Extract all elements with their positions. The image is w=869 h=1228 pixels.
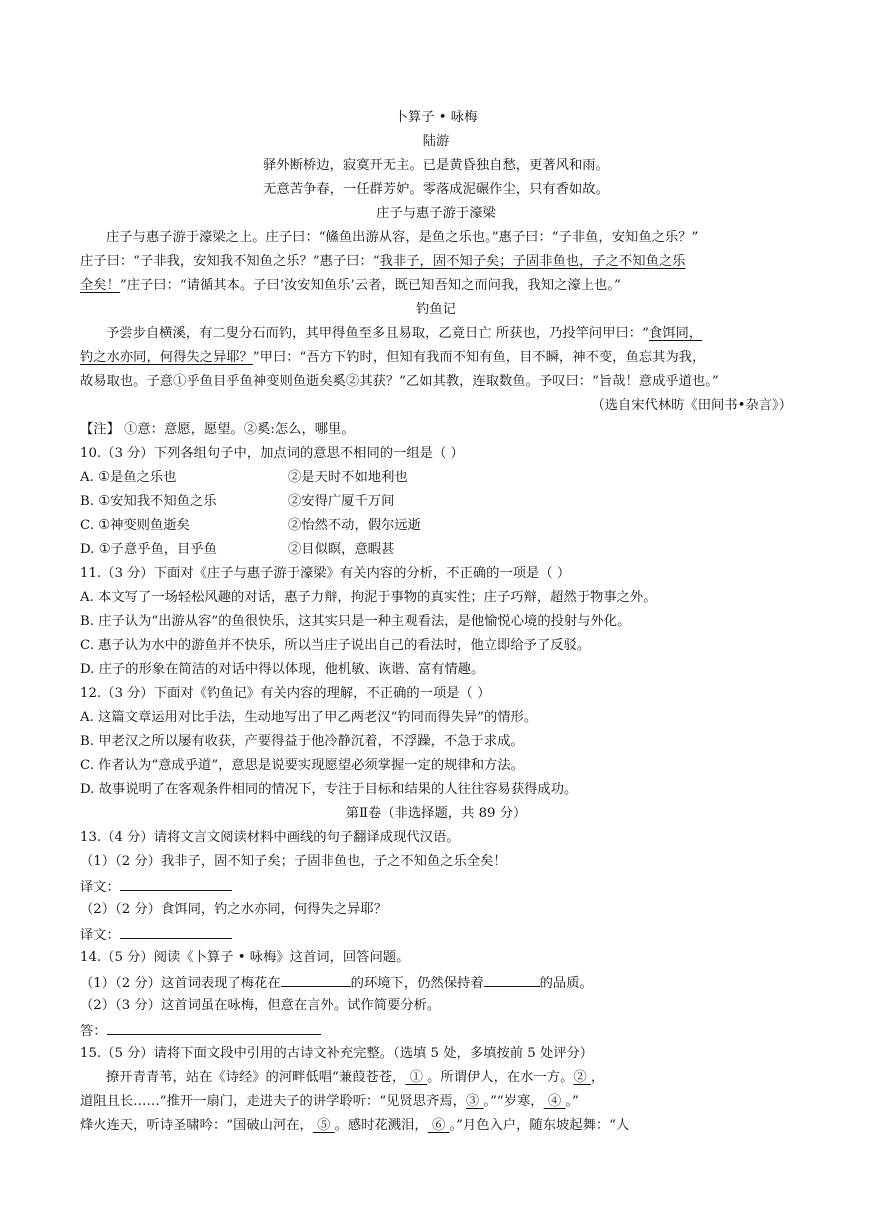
- answer-blank[interactable]: [120, 924, 232, 939]
- text: 的环境下，仍然保持着: [350, 976, 484, 991]
- zhuangzi-title: 庄子与惠子游于濠梁: [376, 206, 496, 221]
- q13-sub-1: （1）（2 分）我非子，固不知子矣；子固非鱼也，子之不知鱼之乐全矣！: [80, 854, 507, 869]
- q12-option-c: C. 作者认为“意成乎道”，意思是说要实现愿望必须掌握一定的规律和方法。: [80, 758, 524, 773]
- q11-stem: 11.（3 分）下面对《庄子与惠子游于濠梁》有关内容的分析，不正确的一项是（ ）: [80, 566, 571, 581]
- q15-stem: 15.（5 分）请将下面文段中引用的古诗文补充完整。（选填 5 处，多填按前 5 处评分）: [80, 1046, 594, 1061]
- q12-option-d: D. 故事说明了在客观条件相同的情况下，专注于目标和结果的人往往容易获得成功。: [80, 782, 578, 797]
- q12-stem: 12.（3 分）下面对《钓鱼记》有关内容的理解，不正确的一项是（ ）: [80, 686, 491, 701]
- q11-option-d: D. 庄子的形象在简洁的对话中得以体现，他机敏、诙谐、富有情趣。: [80, 662, 485, 677]
- q13-answer-1: [80, 876, 792, 898]
- q14-answer: [80, 1020, 792, 1042]
- q10-option-d: [80, 540, 792, 560]
- q14-sub-1: [80, 972, 792, 994]
- q10-option-c: [80, 516, 792, 536]
- q10-option-b: [80, 492, 792, 512]
- q10-d2: ②目似瞑，意暇甚: [288, 542, 395, 557]
- q13-stem: 13.（4 分）请将文言文阅读材料中画线的句子翻译成现代汉语。: [80, 830, 460, 845]
- q10-c2: ②怡然不动，假尔远逝: [288, 518, 421, 533]
- q10-option-a: [80, 468, 792, 488]
- q13-sub-2: （2）（2 分）食饵同，钓之水亦同，何得失之异耶？: [80, 902, 388, 917]
- q12-option-a: A. 这篇文章运用对比手法，生动地写出了甲乙两老汉“钓同而得失异”的情形。: [80, 710, 538, 725]
- diaoyu-para-line-1: [80, 324, 792, 344]
- blank-5[interactable]: [313, 1118, 335, 1133]
- q10-c1: C. ①神变则鱼逝矣: [80, 518, 190, 533]
- diaoyu-source: （选自宋代林昉《田间书•杂言》）: [591, 398, 792, 413]
- text: ”庄子曰：“请循其本。子曰‘汝安知鱼乐’云者，既已知吾知之而问我，我知之濠上也。”: [119, 278, 621, 293]
- section-2-heading: 第Ⅱ卷（非选择题，共 89 分）: [345, 806, 527, 821]
- text: 。”“岁寒，: [483, 1094, 544, 1109]
- q10-a1: A. ①是鱼之乐也: [80, 470, 177, 485]
- q10-b1: B. ①安知我不知鱼之乐: [80, 494, 217, 509]
- text: 。”: [565, 1094, 579, 1109]
- answer-blank[interactable]: [281, 972, 351, 987]
- diaoyu-para-line-3: 故易取也。子意①乎鱼目乎鱼神变则鱼逝矣奚②其获？”乙如其教，连取数鱼。予叹曰：“旨哉！意成乎道也。”: [80, 374, 719, 389]
- poem-author: 陆游: [422, 134, 450, 149]
- q14-stem: 14.（5 分）阅读《卜算子 • 咏梅》这首词，回答问题。: [80, 950, 410, 965]
- underlined-sentence-end: 钓之水亦同，何得失之异耶？: [80, 350, 253, 365]
- poem-line-1: 驿外断桥边，寂寞开无主。已是黄昏独自愁，更著风和雨。: [263, 158, 609, 173]
- blank-3[interactable]: [466, 1094, 484, 1109]
- blank-marker: ④: [547, 1094, 562, 1109]
- answer-blank[interactable]: [107, 1020, 321, 1035]
- text: 。所谓伊人，在水一方。: [427, 1070, 574, 1085]
- answer-blank[interactable]: [484, 972, 540, 987]
- q15-line-3: [80, 1116, 792, 1136]
- text: ”甲曰：“吾方下钓时，但知有我而不知有鱼，目不瞬，神不变，鱼忘其为我，: [252, 350, 706, 365]
- poem-line-2: 无意苦争春，一任群芳妒。零落成泥碾作尘，只有香如故。: [263, 182, 609, 197]
- text: 。感时花溅泪，: [334, 1118, 428, 1133]
- q10-a2: ②是天时不如地利也: [288, 470, 408, 485]
- underlined-sentence: 我非子，固不知子矣；子固非鱼也，子之不知鱼之乐: [379, 254, 686, 269]
- q11-option-a: A. 本文写了一场轻松风趣的对话，惠子力辩，拘泥于事物的真实性；庄子巧辩，超然于物事之外。: [80, 590, 657, 605]
- q13-answer-2: [80, 924, 792, 946]
- blank-marker: ①: [409, 1070, 423, 1085]
- text: ，: [590, 1070, 605, 1085]
- blank-4[interactable]: [544, 1094, 566, 1109]
- q10-stem: 10.（3 分）下列各组句子中，加点词的意思不相同的一组是（ ）: [80, 446, 464, 461]
- text: 烽火连天，听诗圣啸吟：“国破山河在，: [80, 1118, 313, 1133]
- text: 庄子曰：“子非我，安知我不知鱼之乐？”惠子曰：“: [80, 254, 380, 269]
- underlined-sentence-end: 全矣！: [80, 278, 120, 293]
- blank-marker: ③: [465, 1094, 480, 1109]
- blank-2[interactable]: [573, 1070, 591, 1085]
- underlined-sentence: 食饵同，: [648, 326, 703, 341]
- q11-option-b: B. 庄子认为“出游从容”的鱼很快乐，这其实只是一种主观看法，是他愉悦心境的投射与外化。: [80, 614, 631, 629]
- diaoyu-title: 钓鱼记: [416, 302, 456, 317]
- zhuangzi-para-line-3: [80, 276, 792, 296]
- q10-b2: ②安得广厦千万间: [288, 494, 395, 509]
- q10-d1: D. ①子意乎鱼，目乎鱼: [80, 542, 217, 557]
- blank-marker: ⑥: [431, 1118, 446, 1133]
- blank-marker: ②: [573, 1070, 587, 1085]
- q15-line-2: [80, 1092, 792, 1112]
- blank-6[interactable]: [428, 1118, 450, 1133]
- text: （1）（2 分）这首词表现了梅花在: [80, 976, 281, 991]
- answer-blank[interactable]: [120, 876, 232, 891]
- q11-option-c: C. 惠子认为水中的游鱼并不快乐，所以当庄子说出自己的看法时，他立即给予了反驳。: [80, 638, 591, 653]
- text: 予尝步自横溪，有二叟分石而钓，其甲得鱼至多且易取，乙竟日亡 所获也，乃投竿问甲曰：“: [106, 326, 649, 341]
- zhuangzi-para-line-2: [80, 252, 792, 272]
- text: 撩开青青苇，站在《诗经》的河畔低唱“兼葭苍苍，: [106, 1070, 406, 1085]
- answer-label: 译文：: [80, 880, 120, 895]
- answer-label: 答：: [80, 1024, 107, 1039]
- zhuangzi-para-line-1: 庄子与惠子游于濠梁之上。庄子曰：“鯈鱼出游从容，是鱼之乐也。”惠子曰：“子非鱼，安知鱼之乐？”: [106, 230, 699, 245]
- text: 的品质。: [539, 976, 593, 991]
- answer-label: 译文：: [80, 928, 120, 943]
- q15-line-1: [80, 1068, 792, 1088]
- q14-sub-2: （2）（3 分）这首词虽在咏梅，但意在言外。试作简要分析。: [80, 998, 441, 1013]
- text: 道阻且长……”推开一扇门，走进夫子的讲学聆听：“见贤思齐焉，: [80, 1094, 466, 1109]
- blank-1[interactable]: [405, 1070, 427, 1085]
- text: 。”月色入户，随东坡起舞：“人: [449, 1118, 630, 1133]
- poem-title: 卜算子 • 咏梅: [394, 110, 478, 125]
- q12-option-b: B. 甲老汉之所以屡有收获，产要得益于他冷静沉着，不浮躁，不急于求成。: [80, 734, 524, 749]
- annotation-note: 【注】 ①意：意愿，愿望。②奚:怎么，哪里。: [80, 422, 355, 437]
- blank-marker: ⑤: [317, 1118, 331, 1133]
- diaoyu-para-line-2: [80, 348, 792, 368]
